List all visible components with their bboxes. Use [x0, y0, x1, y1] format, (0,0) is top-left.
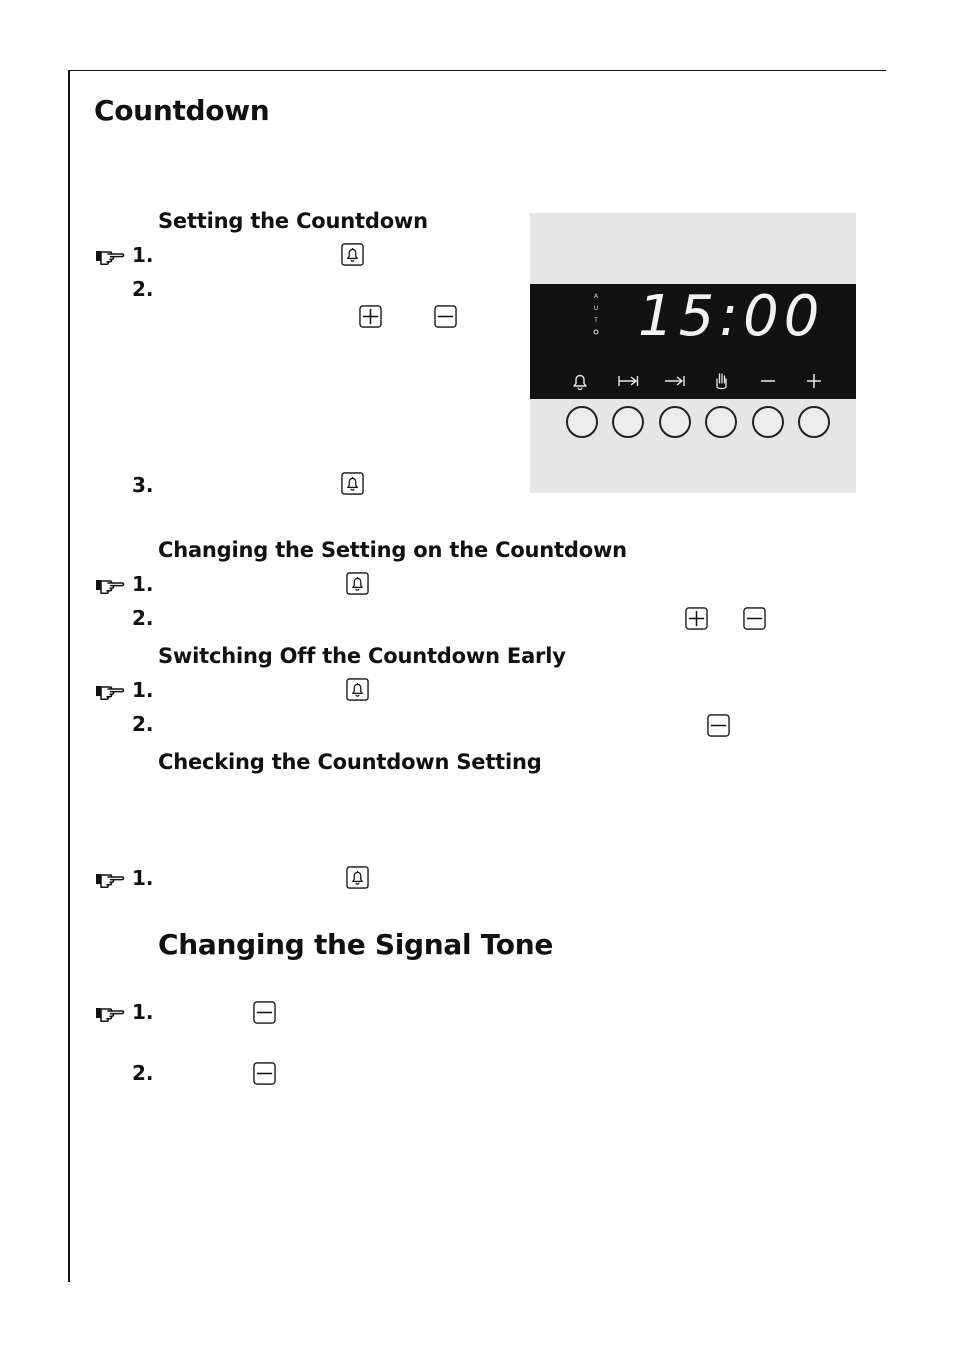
- step-number: 1.: [132, 678, 154, 702]
- panel-minus-icon: [756, 371, 780, 391]
- pointing-hand-icon: [93, 576, 127, 594]
- manual-button: [705, 406, 737, 438]
- svg-text:U: U: [593, 305, 599, 312]
- step-number: 2.: [132, 712, 154, 736]
- bell-key-icon: [346, 572, 369, 595]
- minus-key-icon: [707, 714, 730, 737]
- heading-changing-setting: Changing the Setting on the Countdown: [158, 538, 627, 562]
- step-number: 1.: [132, 572, 154, 596]
- minus-button: [752, 406, 784, 438]
- step-number: 1.: [132, 243, 154, 267]
- svg-text:T: T: [594, 317, 598, 324]
- panel-duration-icon: [616, 371, 640, 391]
- pointing-hand-icon: [93, 682, 127, 700]
- minus-key-icon: [743, 607, 766, 630]
- step-number: 2.: [132, 606, 154, 630]
- panel-plus-icon: [802, 371, 826, 391]
- svg-text:A: A: [593, 293, 599, 300]
- pointing-hand-icon: [93, 247, 127, 265]
- bell-button: [566, 406, 598, 438]
- pointing-hand-icon: [93, 1004, 127, 1022]
- step-number: 3.: [132, 473, 154, 497]
- panel-manual-hand-icon: [709, 371, 733, 391]
- heading-setting-countdown: Setting the Countdown: [158, 209, 428, 233]
- heading-signal-tone: Changing the Signal Tone: [158, 928, 554, 961]
- panel-bell-icon: [568, 371, 592, 391]
- plus-key-icon: [685, 607, 708, 630]
- duration-button: [612, 406, 644, 438]
- left-rule: [68, 70, 70, 1282]
- panel-end-time-icon: [663, 371, 687, 391]
- minus-key-icon: [253, 1062, 276, 1085]
- bell-key-icon: [341, 243, 364, 266]
- panel-display: [530, 284, 856, 399]
- step-number: 2.: [132, 277, 154, 301]
- step-number: 1.: [132, 1000, 154, 1024]
- plus-button: [798, 406, 830, 438]
- top-rule: [69, 70, 886, 71]
- display-time: 15:00: [638, 284, 825, 349]
- step-number: 1.: [132, 866, 154, 890]
- control-panel-illustration: [530, 213, 856, 493]
- bell-key-icon: [346, 678, 369, 701]
- plus-key-icon: [359, 305, 382, 328]
- auto-indicator: [592, 292, 600, 338]
- heading-switching-off: Switching Off the Countdown Early: [158, 644, 566, 668]
- step-number: 2.: [132, 1061, 154, 1085]
- end-time-button: [659, 406, 691, 438]
- heading-checking-setting: Checking the Countdown Setting: [158, 750, 542, 774]
- bell-key-icon: [346, 866, 369, 889]
- minus-key-icon: [253, 1001, 276, 1024]
- minus-key-icon: [434, 305, 457, 328]
- page-title: Countdown: [94, 94, 270, 127]
- bell-key-icon: [341, 472, 364, 495]
- pointing-hand-icon: [93, 870, 127, 888]
